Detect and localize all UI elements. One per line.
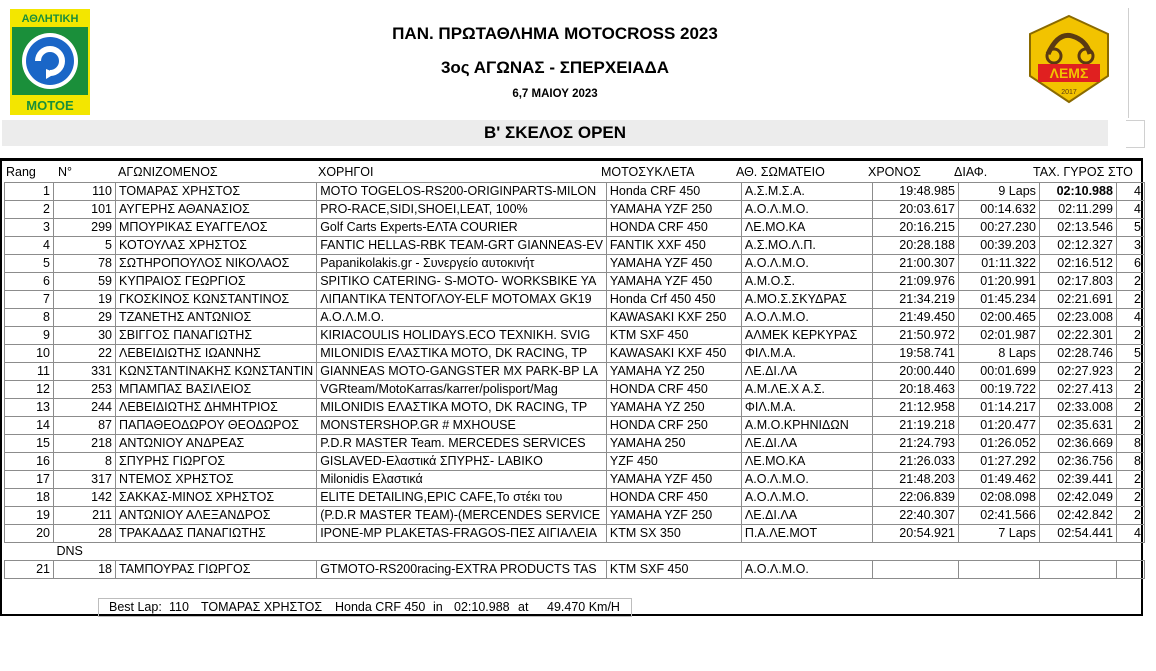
logo-left-bottom-text: ΜΟΤΟΕ [26,98,74,113]
cell-bike: YAMAHA YZ 250 [606,399,741,417]
cell-diff: 02:00.465 [958,309,1039,327]
cell-sponsors: Α.Ο.Λ.Μ.Ο. [317,309,607,327]
cell-sponsors: Milonidis Ελαστικά [317,471,607,489]
cell-lap: 2 [1116,399,1144,417]
cell-bike: Honda Crf 450 450 [606,291,741,309]
cell-club: ΛΕ.ΔΙ.ΛΑ [741,507,872,525]
cell-lap: 8 [1116,435,1144,453]
cell-lap: 2 [1116,507,1144,525]
cell-rider: ΚΩΝΣΤΑΝΤΙΝΑΚΗΣ ΚΩΝΣΤΑΝΤΙΝ [116,363,317,381]
cell-rank: 5 [5,255,54,273]
cell-rank: 18 [5,489,54,507]
cell-diff: 01:20.477 [958,417,1039,435]
header-divider [1128,8,1129,118]
cell-time: 20:00.440 [872,363,958,381]
cell-rider: ΠΑΠΑΘΕΟΔΩΡΟΥ ΘΕΟΔΩΡΟΣ [116,417,317,435]
logo-right-text: ΛΕΜΣ [1049,65,1089,81]
cell-rider: ΜΠΑΜΠΑΣ ΒΑΣΙΛΕΙΟΣ [116,381,317,399]
cell-bike: HONDA CRF 450 [606,381,741,399]
cell-rider: ΣΩΤΗΡΟΠΟΥΛΟΣ ΝΙΚΟΛΑΟΣ [116,255,317,273]
cell-time: 20:03.617 [872,201,958,219]
table-row [5,471,1145,489]
logo-right-year: 2017 [1061,89,1077,96]
cell-time: 20:18.463 [872,381,958,399]
cell-rank: 7 [5,291,54,309]
cell-rider: ΛΕΒΕΙΔΙΩΤΗΣ ΙΩΑΝΝΗΣ [116,345,317,363]
cell-sponsors: MILONIDIS ΕΛΑΣΤΙΚΑ ΜΟΤΟ, DK RACING, TP [317,345,607,363]
dns-separator-row [5,543,1145,561]
cell-club: ΑΛΜΕΚ ΚΕΡΚΥΡΑΣ [741,327,872,345]
cell-best-lap: 02:35.631 [1039,417,1116,435]
cell-time: 21:34.219 [872,291,958,309]
cell-sponsors: FANTIC HELLAS-RBK TEAM-GRT GIANNEAS-EV [317,237,607,255]
table-row [5,255,1145,273]
cell-club: Α.Σ.ΜΟ.Λ.Π. [741,237,872,255]
cell-sponsors: (P.D.R MASTER TEAM)-(MERCENDES SERVICE [317,507,607,525]
col-rider: ΑΓΩΝΙΖΟΜΕΝΟΣ [118,165,218,179]
cell-rider: ΣΠΥΡΗΣ ΓΙΩΡΓΟΣ [116,453,317,471]
cell-best-lap: 02:42.842 [1039,507,1116,525]
cell-club: ΛΕ.ΔΙ.ΛΑ [741,363,872,381]
cell-lap: 2 [1116,417,1144,435]
table-row [5,273,1145,291]
dns-spacer [5,543,54,561]
cell-diff: 02:01.987 [958,327,1039,345]
section-side-box [1126,120,1145,148]
cell-time: 21:48.203 [872,471,958,489]
cell-rank: 15 [5,435,54,453]
cell-rank: 4 [5,237,54,255]
table-row [5,507,1145,525]
cell-diff: 9 Laps [958,183,1039,201]
best-lap-time: 02:10.988 [454,600,510,614]
cell-diff [958,561,1039,579]
best-lap-in-label: in [433,600,443,614]
cell-rider: ΝΤΕΜΟΣ ΧΡΗΣΤΟΣ [116,471,317,489]
event-date: 6,7 ΜΑΙΟΥ 2023 [512,88,598,100]
table-row [5,327,1145,345]
cell-time: 19:58.741 [872,345,958,363]
cell-bike: HONDA CRF 450 [606,219,741,237]
cell-best-lap: 02:42.049 [1039,489,1116,507]
results-table [4,182,1145,579]
table-row [5,489,1145,507]
col-number: N° [58,165,73,179]
cell-lap: 4 [1116,201,1144,219]
cell-time: 22:06.839 [872,489,958,507]
cell-club: ΦΙΛ.Μ.Α. [741,399,872,417]
cell-rank: 1 [5,183,54,201]
table-row [5,417,1145,435]
cell-rider: ΣΑΚΚΑΣ-ΜΙΝΟΣ ΧΡΗΣΤΟΣ [116,489,317,507]
cell-time: 20:28.188 [872,237,958,255]
cell-lap: 4 [1116,525,1144,543]
cell-best-lap: 02:16.512 [1039,255,1116,273]
cell-best-lap: 02:22.301 [1039,327,1116,345]
cell-diff: 01:11.322 [958,255,1039,273]
cell-number: 59 [54,273,116,291]
cell-best-lap: 02:36.756 [1039,453,1116,471]
cell-bike: KTM SX 350 [606,525,741,543]
cell-lap: 2 [1116,381,1144,399]
cell-best-lap: 02:27.923 [1039,363,1116,381]
cell-diff: 01:26.052 [958,435,1039,453]
col-lap: ΣΤΟ [1108,165,1133,179]
table-row [5,183,1145,201]
cell-rider: ΓΚΟΣΚΙΝΟΣ ΚΩΝΣΤΑΝΤΙΝΟΣ [116,291,317,309]
cell-rider: ΤΖΑΝΕΤΗΣ ΑΝΤΩΝΙΟΣ [116,309,317,327]
cell-club: Π.Α.ΛΕ.ΜΟΤ [741,525,872,543]
cell-number: 29 [54,309,116,327]
cell-sponsors: GTMOTO-RS200racing-EXTRA PRODUCTS TAS [317,561,607,579]
cell-bike: YZF 450 [606,453,741,471]
cell-sponsors: ELITE DETAILING,EPIC CAFE,Το στέκι του [317,489,607,507]
cell-rank: 12 [5,381,54,399]
cell-sponsors: P.D.R MASTER Team. MERCEDES SERVICES [317,435,607,453]
table-row [5,399,1145,417]
cell-best-lap [1039,561,1116,579]
cell-club: ΛΕ.ΜΟ.ΚΑ [741,453,872,471]
cell-bike: HONDA CRF 450 [606,489,741,507]
best-lap-number: 110 [169,600,189,614]
col-club: ΑΘ. ΣΩΜΑΤΕΙΟ [736,165,825,179]
cell-rank: 21 [5,561,54,579]
cell-time: 22:40.307 [872,507,958,525]
cell-lap: 3 [1116,237,1144,255]
cell-diff: 00:14.632 [958,201,1039,219]
cell-number: 253 [54,381,116,399]
cell-club: Α.Μ.Ο.ΚΡΗΝΙΔΩΝ [741,417,872,435]
cell-club: Α.Ο.Λ.Μ.Ο. [741,255,872,273]
cell-lap: 4 [1116,309,1144,327]
cell-rider: ΣΒΙΓΓΟΣ ΠΑΝΑΓΙΩΤΗΣ [116,327,317,345]
cell-diff: 02:08.098 [958,489,1039,507]
best-lap-speed: 49.470 Km/H [547,600,620,614]
cell-number: 5 [54,237,116,255]
cell-rider: ΤΟΜΑΡΑΣ ΧΡΗΣΤΟΣ [116,183,317,201]
cell-club: ΛΕ.ΜΟ.ΚΑ [741,219,872,237]
cell-time: 21:12.958 [872,399,958,417]
cell-best-lap: 02:33.008 [1039,399,1116,417]
table-row [5,345,1145,363]
cell-best-lap: 02:36.669 [1039,435,1116,453]
cell-sponsors: IPONE-MP PLAKETAS-FRAGOS-ΠΕΣ ΑΙΓΙΑΛΕΙΑ [317,525,607,543]
cell-diff: 01:45.234 [958,291,1039,309]
col-rank: Rang [6,165,36,179]
cell-number: 30 [54,327,116,345]
cell-sponsors: SPITIKO CATERING- S-MOTO- WORKSBIKE YA [317,273,607,291]
cell-number: 110 [54,183,116,201]
cell-diff: 00:39.203 [958,237,1039,255]
cell-best-lap: 02:11.299 [1039,201,1116,219]
table-row [5,363,1145,381]
cell-rider: ΑΝΤΩΝΙΟΥ ΑΛΕΞΑΝΔΡΟΣ [116,507,317,525]
cell-number: 87 [54,417,116,435]
cell-best-lap: 02:13.546 [1039,219,1116,237]
cell-rider: ΤΑΜΠΟΥΡΑΣ ΓΙΩΡΓΟΣ [116,561,317,579]
cell-club: Α.Ο.Λ.Μ.Ο. [741,309,872,327]
cell-time: 21:00.307 [872,255,958,273]
cell-lap [1116,561,1144,579]
cell-lap: 2 [1116,273,1144,291]
cell-sponsors: GIANNEAS MOTO-GANGSTER MX PARK-BP LA [317,363,607,381]
cell-time: 19:48.985 [872,183,958,201]
cell-lap: 4 [1116,183,1144,201]
cell-number: 8 [54,453,116,471]
cell-number: 317 [54,471,116,489]
table-row [5,525,1145,543]
cell-sponsors: PRO-RACE,SIDI,SHOEI,LEAT, 100% [317,201,607,219]
cell-bike: KTM SXF 450 [606,561,741,579]
cell-best-lap: 02:28.746 [1039,345,1116,363]
cell-rank: 9 [5,327,54,345]
page-subtitle: 3ος ΑΓΩΝΑΣ - ΣΠΕΡΧΕΙΑΔΑ [440,58,670,77]
cell-number: 19 [54,291,116,309]
col-sponsors: ΧΟΡΗΓΟΙ [318,165,374,179]
cell-rank: 3 [5,219,54,237]
cell-lap: 2 [1116,489,1144,507]
cell-time: 21:09.976 [872,273,958,291]
cell-lap: 2 [1116,471,1144,489]
cell-sponsors: VGRteam/MotoKarras/karrer/polisport/Mag [317,381,607,399]
cell-time [872,561,958,579]
best-lap-bike: Honda CRF 450 [335,600,426,614]
cell-lap: 2 [1116,327,1144,345]
cell-best-lap: 02:54.441 [1039,525,1116,543]
cell-bike: FANTIK XXF 450 [606,237,741,255]
cell-bike: KTM SXF 450 [606,327,741,345]
cell-sponsors: GISLAVED-Ελαστικά ΣΠΥΡΗΣ- LABIKO [317,453,607,471]
cell-diff: 00:27.230 [958,219,1039,237]
cell-bike: YAMAHA YZ 250 [606,363,741,381]
cell-rank: 17 [5,471,54,489]
logo-left-top-text: ΑΘΛΗΤΙΚΗ [21,13,79,25]
cell-lap: 5 [1116,219,1144,237]
table-row [5,453,1145,471]
cell-diff: 02:41.566 [958,507,1039,525]
cell-diff: 8 Laps [958,345,1039,363]
cell-number: 211 [54,507,116,525]
cell-diff: 01:20.991 [958,273,1039,291]
cell-rider: ΚΟΤΟΥΛΑΣ ΧΡΗΣΤΟΣ [116,237,317,255]
best-lap-summary [98,598,632,617]
cell-lap: 6 [1116,255,1144,273]
cell-number: 78 [54,255,116,273]
cell-rank: 20 [5,525,54,543]
cell-diff: 01:27.292 [958,453,1039,471]
cell-number: 142 [54,489,116,507]
cell-rank: 10 [5,345,54,363]
dns-label: DNS [56,544,83,558]
cell-club: ΦΙΛ.Μ.Α. [741,345,872,363]
cell-diff: 01:49.462 [958,471,1039,489]
table-row [5,435,1145,453]
cell-rank: 19 [5,507,54,525]
cell-number: 22 [54,345,116,363]
table-row [5,381,1145,399]
cell-club: Α.Μ.ΛΕ.Χ Α.Σ. [741,381,872,399]
cell-rider: ΤΡΑΚΑΔΑΣ ΠΑΝΑΓΙΩΤΗΣ [116,525,317,543]
cell-time: 21:19.218 [872,417,958,435]
cell-number: 299 [54,219,116,237]
cell-club: ΛΕ.ΔΙ.ΛΑ [741,435,872,453]
cell-sponsors: KIRIACOULIS HOLIDAYS.ECO ΤΕΧΝΙΚΗ. SVIG [317,327,607,345]
cell-rider: ΛΕΒΕΙΔΙΩΤΗΣ ΔΗΜΗΤΡΙΟΣ [116,399,317,417]
cell-best-lap: 02:21.691 [1039,291,1116,309]
cell-diff: 00:01.699 [958,363,1039,381]
cell-time: 20:16.215 [872,219,958,237]
cell-best-lap: 02:10.988 [1039,183,1116,201]
table-row [5,201,1145,219]
table-row [5,291,1145,309]
cell-club: Α.Ο.Λ.Μ.Ο. [741,201,872,219]
cell-bike: KAWASAKI KXF 450 [606,345,741,363]
cell-time: 20:54.921 [872,525,958,543]
cell-number: 244 [54,399,116,417]
section-title: Β' ΣΚΕΛΟΣ OPEN [2,120,1108,146]
cell-number: 101 [54,201,116,219]
cell-lap: 5 [1116,345,1144,363]
cell-diff: 00:19.722 [958,381,1039,399]
cell-sponsors: MONSTERSHOP.GR # MXHOUSE [317,417,607,435]
cell-bike: YAMAHA YZF 450 [606,255,741,273]
cell-bike: YAMAHA YZF 450 [606,273,741,291]
cell-club: Α.Ο.Λ.Μ.Ο. [741,561,872,579]
cell-club: Α.ΜΟ.Σ.ΣΚΥΔΡΑΣ [741,291,872,309]
cell-lap: 8 [1116,453,1144,471]
cell-rank: 11 [5,363,54,381]
page-title: ΠΑΝ. ΠΡΩΤΑΘΛΗΜΑ MOTOCROSS 2023 [392,24,718,43]
cell-sponsors: MOTO TOGELOS-RS200-ORIGINPARTS-MILON [317,183,607,201]
cell-bike: YAMAHA YZF 450 [606,471,741,489]
cell-time: 21:24.793 [872,435,958,453]
cell-bike: YAMAHA YZF 250 [606,201,741,219]
cell-number: 18 [54,561,116,579]
best-lap-rider: ΤΟΜΑΡΑΣ ΧΡΗΣΤΟΣ [201,600,323,614]
cell-club: Α.Ο.Λ.Μ.Ο. [741,489,872,507]
cell-number: 218 [54,435,116,453]
results-column-headers [0,163,1143,181]
cell-lap: 2 [1116,363,1144,381]
cell-rank: 8 [5,309,54,327]
cell-bike: KAWASAKI KXF 250 [606,309,741,327]
cell-club: Α.Ο.Λ.Μ.Ο. [741,471,872,489]
table-row [5,561,1145,579]
cell-diff: 01:14.217 [958,399,1039,417]
cell-rank: 6 [5,273,54,291]
table-row [5,237,1145,255]
cell-best-lap: 02:27.413 [1039,381,1116,399]
cell-number: 28 [54,525,116,543]
cell-rank: 2 [5,201,54,219]
table-row [5,219,1145,237]
col-diff: ΔΙΑΦ. [954,165,988,179]
cell-sponsors: Papanikolakis.gr - Συνεργείο αυτοκινήτ [317,255,607,273]
cell-rider: ΚΥΠΡΑΙΟΣ ΓΕΩΡΓΙΟΣ [116,273,317,291]
cell-rider: ΜΠΟΥΡΙΚΑΣ ΕΥΑΓΓΕΛΟΣ [116,219,317,237]
table-row [5,309,1145,327]
cell-best-lap: 02:12.327 [1039,237,1116,255]
cell-rank: 13 [5,399,54,417]
cell-diff: 7 Laps [958,525,1039,543]
cell-bike: HONDA CRF 250 [606,417,741,435]
cell-best-lap: 02:17.803 [1039,273,1116,291]
cell-club: Α.Μ.Ο.Σ. [741,273,872,291]
cell-bike: YAMAHA 250 [606,435,741,453]
col-best-lap: ΤΑΧ. ΓΥΡΟΣ [1033,165,1105,179]
best-lap-label: Best Lap: [109,600,162,614]
cell-rank: 16 [5,453,54,471]
cell-rider: ΑΥΓΕΡΗΣ ΑΘΑΝΑΣΙΟΣ [116,201,317,219]
cell-time: 21:50.972 [872,327,958,345]
cell-sponsors: MILONIDIS ΕΛΑΣΤΙΚΑ ΜΟΤΟ, DK RACING, TP [317,399,607,417]
cell-lap: 2 [1116,291,1144,309]
cell-time: 21:26.033 [872,453,958,471]
cell-best-lap: 02:39.441 [1039,471,1116,489]
cell-sponsors: Golf Carts Experts-ΕΛΤΑ COURIER [317,219,607,237]
cell-time: 21:49.450 [872,309,958,327]
best-lap-at-label: at [518,600,529,614]
cell-bike: Honda CRF 450 [606,183,741,201]
cell-sponsors: ΛΙΠΑΝΤΙΚΑ ΤΕΝΤΟΓΛΟΥ-ELF MOTOMAX GK19 [317,291,607,309]
cell-rank: 14 [5,417,54,435]
col-bike: ΜΟΤΟΣΥΚΛΕΤΑ [601,165,695,179]
cell-club: Α.Σ.Μ.Σ.Α. [741,183,872,201]
col-time: ΧΡΟΝΟΣ [868,165,921,179]
cell-bike: YAMAHA YZF 250 [606,507,741,525]
cell-number: 331 [54,363,116,381]
cell-rider: ΑΝΤΩΝΙΟΥ ΑΝΔΡΕΑΣ [116,435,317,453]
cell-best-lap: 02:23.008 [1039,309,1116,327]
